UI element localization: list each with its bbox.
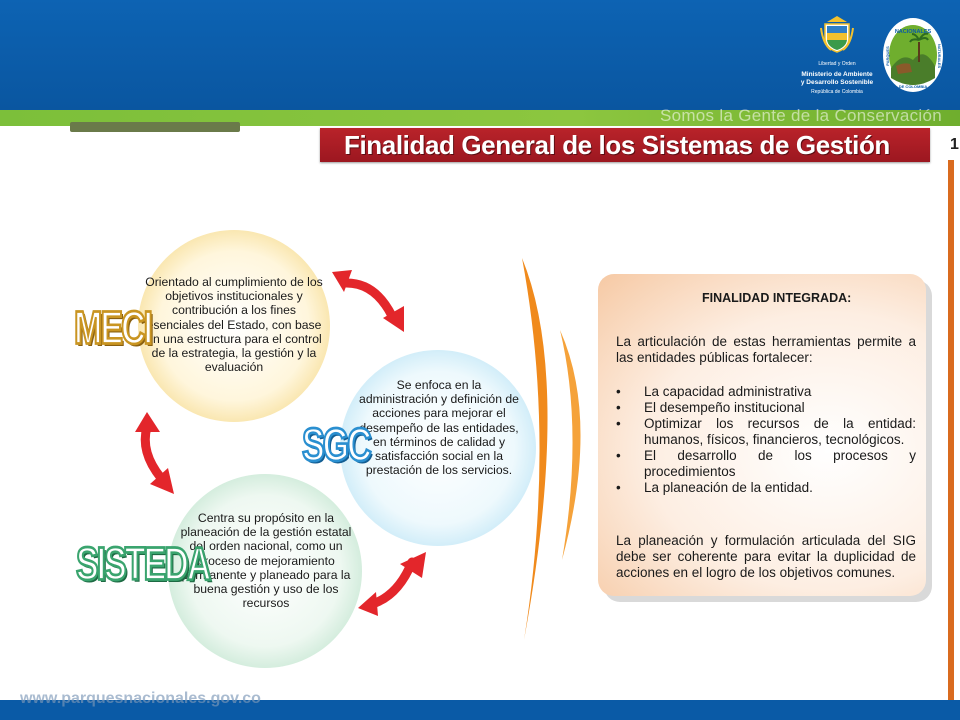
- bullet-icon: •: [616, 480, 621, 495]
- arrow-meci-to-sisteda-icon: [135, 412, 174, 494]
- list-item-text: El desempeño institucional: [644, 400, 805, 415]
- list-item-text: La planeación de la entidad.: [644, 480, 813, 495]
- box-heading: FINALIDAD INTEGRADA:: [702, 291, 852, 305]
- ministry-country: República de Colombia: [811, 89, 863, 95]
- meci-description: Orientado al cumplimiento de los objetivos institucionales y contribución a los fines esenciales del Estado, con base en una estructura para el control de la estrategia, la gestión y la evaluación: [145, 275, 323, 375]
- ministry-name-line1: Ministerio de Ambiente: [801, 71, 873, 78]
- list-item: [616, 480, 916, 496]
- list-item: [616, 448, 916, 480]
- list-item: [616, 384, 916, 400]
- box-intro: La articulación de estas herramientas permite a las entidades públicas fortalecer:: [616, 334, 916, 365]
- list-item-text: Optimizar los recursos de la entidad: humanos, físicos, financieros, tecnológicos.: [644, 416, 916, 447]
- footer-url[interactable]: www.parquesnacionales.gov.co: [20, 690, 261, 707]
- box-list: [616, 384, 916, 496]
- sisteda-description: Centra su propósito en la planeación de la gestión estatal del orden nacional, como un proceso de mejoramiento permanente y planeado para la buena gestión y uso de los recursos: [180, 511, 352, 611]
- bullet-icon: •: [616, 416, 621, 431]
- chevron-icon: [522, 258, 581, 640]
- bullet-icon: •: [616, 384, 621, 399]
- pnn-logo-right-text: NATURALES: [937, 43, 942, 69]
- bullet-icon: •: [616, 400, 621, 415]
- list-item: [616, 416, 916, 448]
- pnn-logo-bottom-text: DE COLOMBIA: [898, 84, 928, 89]
- page-title: Finalidad General de los Sistemas de Gestión: [344, 130, 890, 160]
- slogan: Somos la Gente de la Conservación: [659, 106, 942, 125]
- sisteda-label: SISTEDA: [76, 539, 210, 591]
- list-item-text: El desarrollo de los procesos y procedimientos: [644, 448, 916, 479]
- arrow-meci-to-sgc-icon: [332, 270, 404, 332]
- pnn-logo-left-text: PARQUES: [885, 46, 890, 66]
- pnn-logo-top-text: NACIONALES: [894, 29, 932, 35]
- bullet-icon: •: [616, 448, 621, 463]
- list-item-text: La capacidad administrativa: [644, 384, 812, 399]
- sgc-description: Se enfoca en la administración y definición de acciones para mejorar el desempeño de las entidades, en términos de calidad y satisfacción social en la prestación de los servicios.: [359, 378, 519, 478]
- arrow-sgc-to-sisteda-icon: [358, 552, 426, 616]
- box-closing: La planeación y formulación articulada del SIG debe ser coherente para evitar la duplicidad de acciones en el logro de los objetivos comunes.: [616, 533, 916, 580]
- ministry-name-line2: y Desarrollo Sostenible: [800, 79, 874, 86]
- slide-side-mark: 1: [950, 136, 959, 153]
- meci-label: MECI: [74, 303, 151, 355]
- ministry-motto: Libertad y Orden: [818, 61, 856, 67]
- sgc-label: SGC: [302, 420, 370, 472]
- list-item: [616, 400, 916, 416]
